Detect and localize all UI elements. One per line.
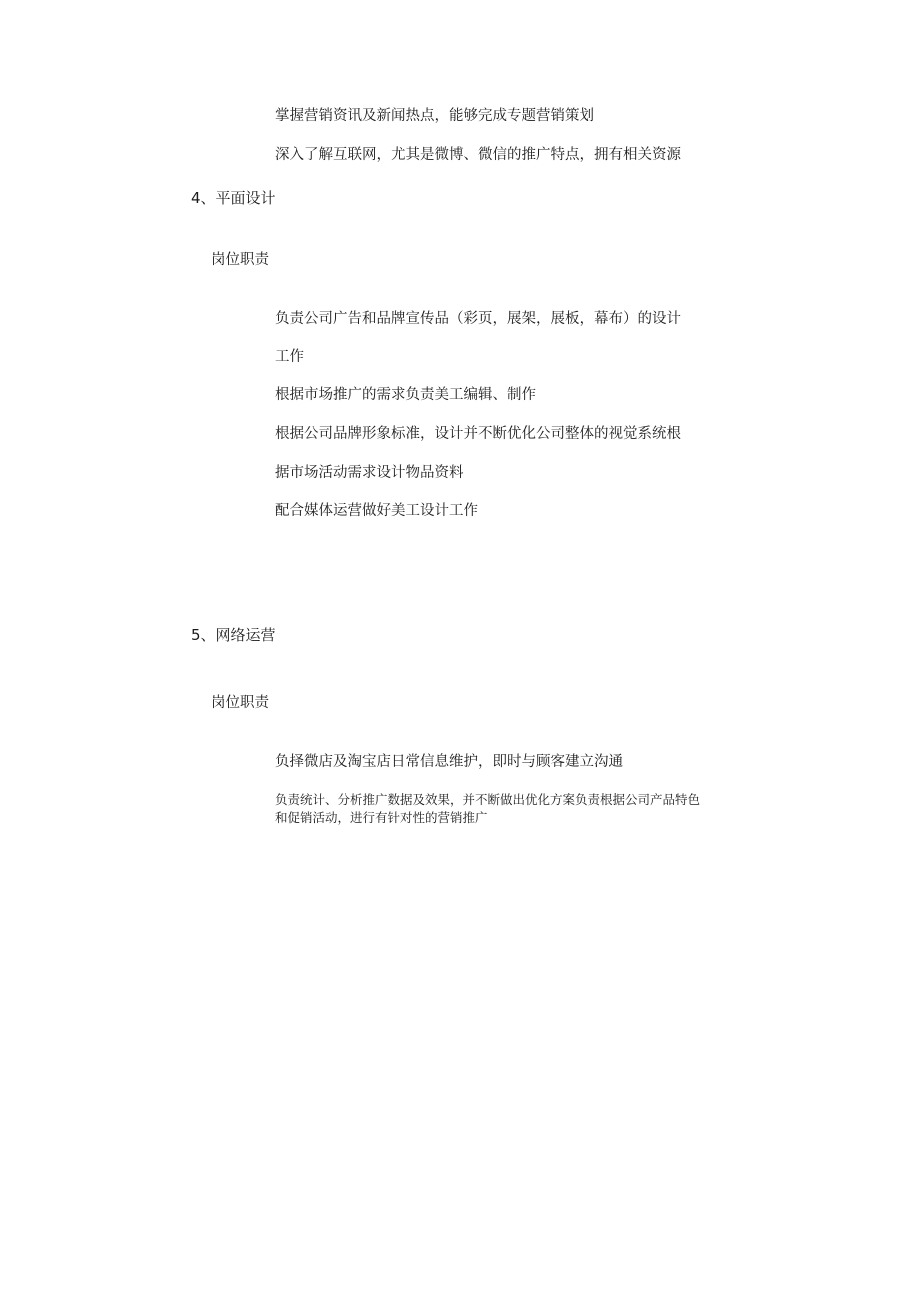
section-4-item: 工作 [275,349,304,365]
section-5-subheading: 岗位职责 [211,695,269,711]
section-5-item: 和促销活动，进行有针对性的营销推广 [275,810,488,825]
intro-line-2: 深入了解互联网，尤其是微博、微信的推广特点，拥有相关资源 [275,147,681,163]
section-4-item: 根据市场推广的需求负责美工编辑、制作 [275,387,536,403]
section-4-item: 据市场活动需求设计物品资料 [275,465,464,481]
section-4-subheading: 岗位职责 [211,252,269,268]
section-4-item: 根据公司品牌形象标准，设计并不断优化公司整体的视觉系统根 [275,426,681,442]
section-5-item: 负责统计、分析推广数据及效果，并不断做出优化方案负责根据公司产品特色 [275,792,701,807]
intro-line-1: 掌握营销资讯及新闻热点，能够完成专题营销策划 [275,108,594,124]
section-5-heading: 5、网络运营 [191,626,276,644]
section-4-heading: 4、平面设计 [191,189,276,207]
section-5-item: 负择微店及淘宝店日常信息维护，即时与顾客建立沟通 [275,754,623,770]
section-4-item: 配合媒体运营做好美工设计工作 [275,503,478,519]
section-4-item: 负责公司广告和品牌宣传品（彩页，展架，展板，幕布）的设计 [275,311,681,327]
